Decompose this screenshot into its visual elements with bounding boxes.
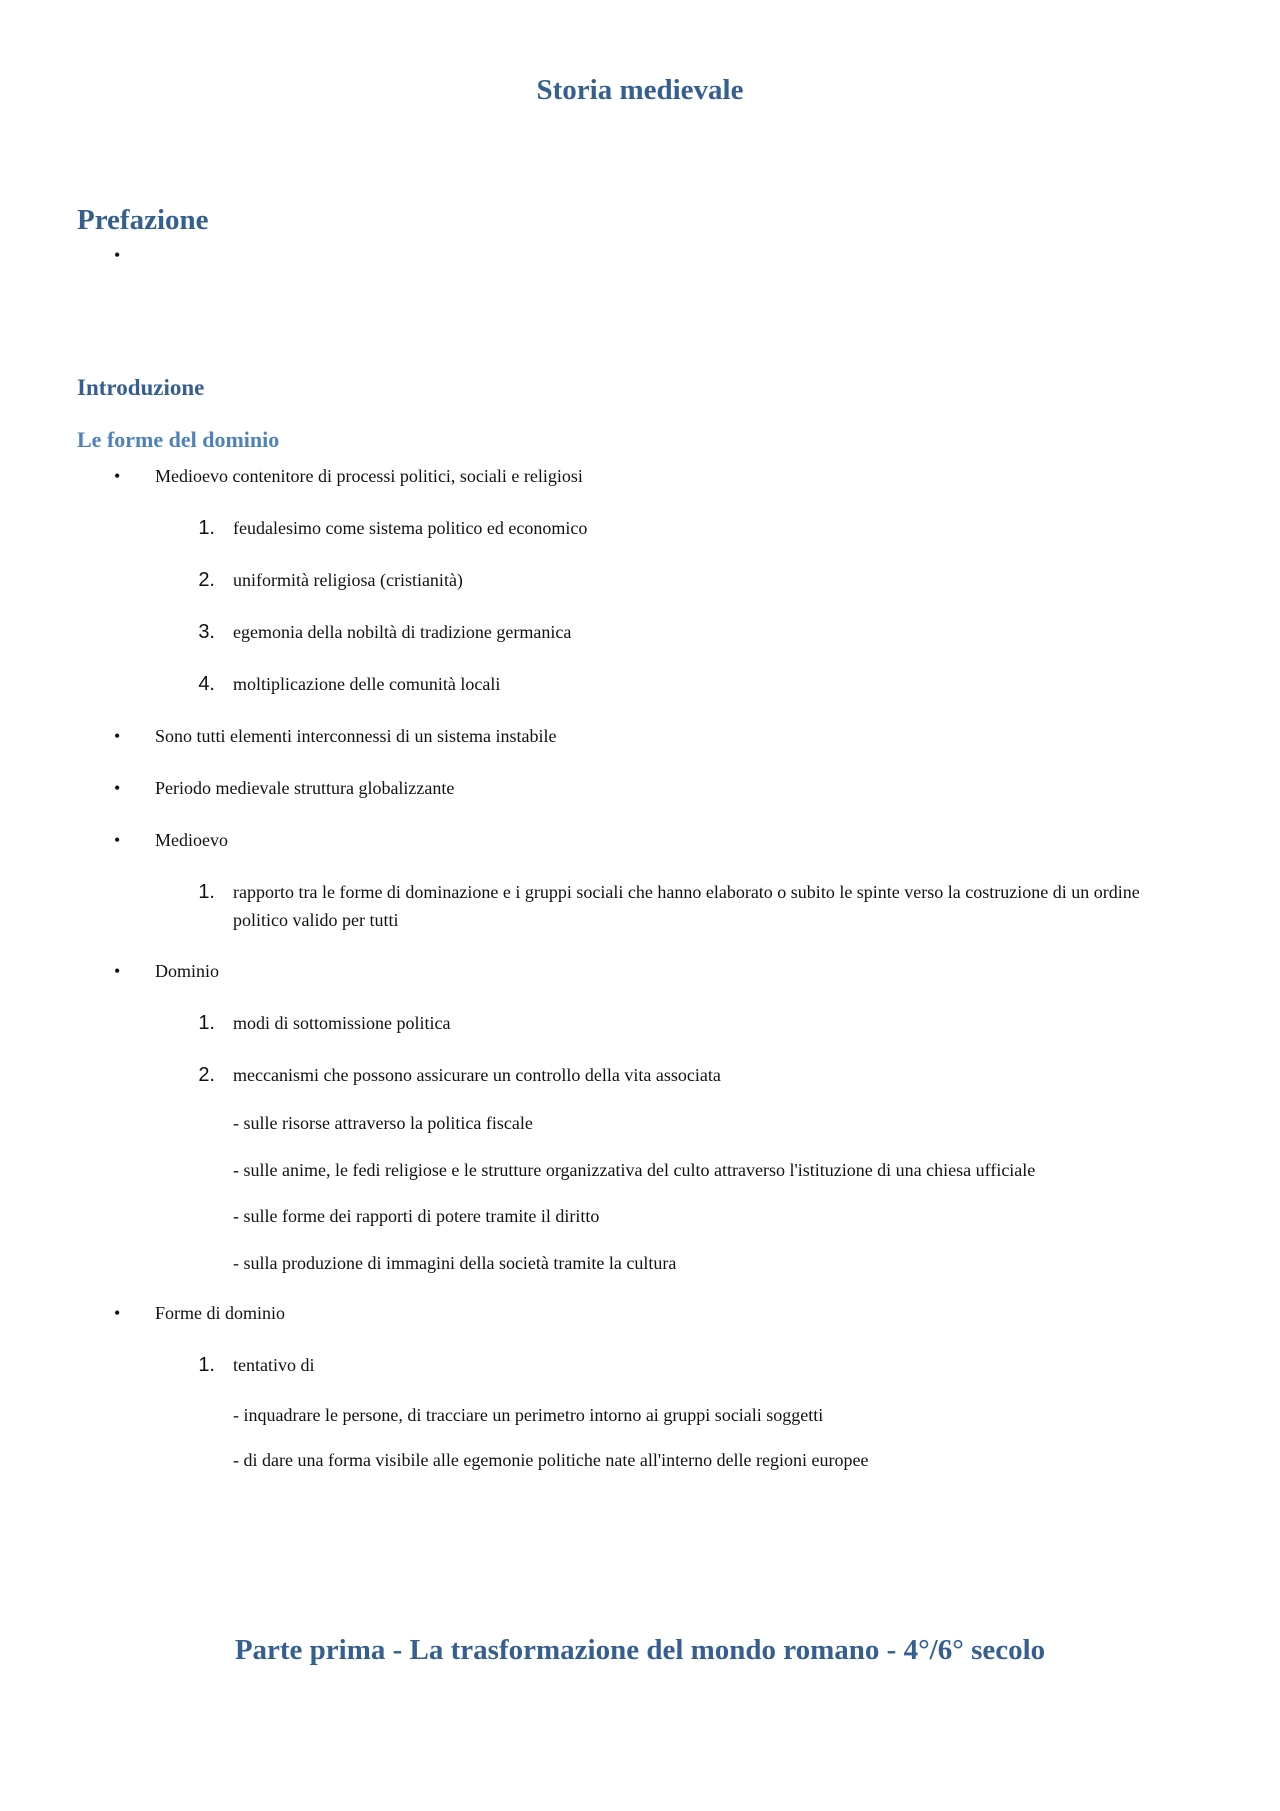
sub-item-text: - sulle anime, le fedi religiose e le strutture organizzativa del culto attraverso l'istituzione di una chiesa ufficiale: [233, 1160, 1036, 1180]
bullet-text: Medioevo contenitore di processi politici, sociali e religiosi: [155, 466, 583, 486]
list-number: 1.: [198, 1012, 215, 1034]
bullet-text: Forme di dominio: [155, 1303, 285, 1323]
bullet-text: Medioevo: [155, 830, 228, 850]
empty-bullet: •: [114, 245, 121, 265]
sub-item-text: - sulla produzione di immagini della società tramite la cultura: [233, 1253, 677, 1273]
bullet-mark: •: [114, 961, 121, 981]
list-item-text: feudalesimo come sistema politico ed economico: [233, 518, 588, 538]
heading-prefazione: Prefazione: [77, 204, 209, 236]
list-item-text: meccanismi che possono assicurare un controllo della vita associata: [233, 1065, 721, 1085]
sub-item-text: - di dare una forma visibile alle egemonie politiche nate all'interno delle regioni europee: [233, 1450, 869, 1470]
list-number: 2.: [198, 569, 215, 591]
bullet-text: Periodo medievale struttura globalizzante: [155, 778, 455, 798]
list-item-text: moltiplicazione delle comunità locali: [233, 674, 501, 694]
list-number: 1.: [198, 881, 215, 903]
list-item-text: egemonia della nobiltà di tradizione germanica: [233, 622, 572, 642]
list-number: 3.: [198, 621, 215, 643]
sub-item-text: - inquadrare le persone, di tracciare un perimetro intorno ai gruppi sociali soggetti: [233, 1405, 824, 1425]
list-number: 1.: [198, 517, 215, 539]
list-item-text: rapporto tra le forme di dominazione e i gruppi sociali che hanno elaborato o subito le spinte verso la costruzione di un ordine politico valido per tutti: [233, 882, 1140, 930]
part-heading: Parte prima - La trasformazione del mondo romano - 4°/6° secolo: [234, 1634, 1046, 1666]
list-item-text: modi di sottomissione politica: [233, 1013, 451, 1033]
list-number: 2.: [198, 1064, 215, 1086]
heading-introduzione: Introduzione: [77, 375, 205, 400]
sub-item-text: - sulle risorse attraverso la politica fiscale: [233, 1113, 533, 1133]
list-number: 4.: [198, 673, 215, 695]
list-item-text: uniformità religiosa (cristianità): [233, 570, 463, 590]
bullet-mark: •: [114, 778, 121, 798]
bullet-mark: •: [114, 466, 121, 486]
page-title: Storia medievale: [536, 74, 744, 106]
bullet-text: Sono tutti elementi interconnessi di un sistema instabile: [155, 726, 557, 746]
bullet-mark: •: [114, 726, 121, 746]
bullet-mark: •: [114, 1303, 121, 1323]
list-number: 1.: [198, 1354, 215, 1376]
bullet-mark: •: [114, 830, 121, 850]
bullet-text: Dominio: [155, 961, 220, 981]
sub-item-text: - sulle forme dei rapporti di potere tramite il diritto: [233, 1206, 600, 1226]
subheading-forme-dominio: Le forme del dominio: [77, 427, 280, 452]
list-item-text: tentativo di: [233, 1355, 315, 1375]
